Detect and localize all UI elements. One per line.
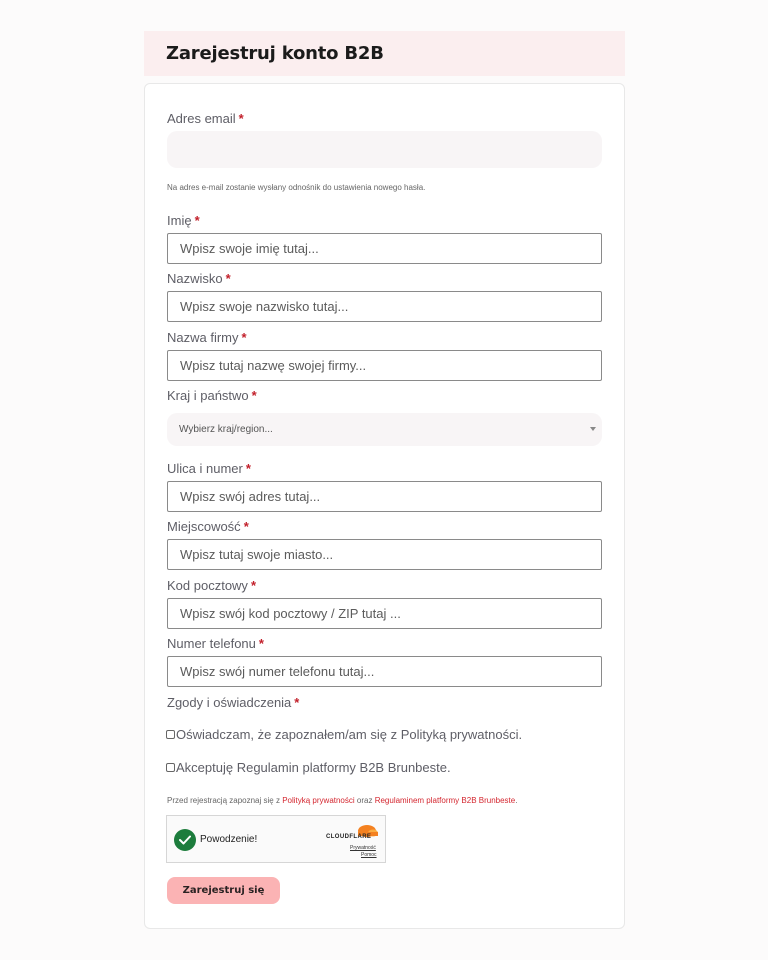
privacy-consent-checkbox[interactable] <box>166 730 175 739</box>
required-mark: * <box>225 271 231 286</box>
terms-consent-checkbox[interactable] <box>166 763 175 772</box>
privacy-consent-text: Oświadczam, że zapoznałem/am się z Polityką prywatności. <box>176 727 523 742</box>
page-header <box>144 31 625 76</box>
checkmark-icon <box>174 829 196 851</box>
required-mark: * <box>250 578 256 593</box>
email-helper-text: Na adres e-mail zostanie wysłany odnośnik do ustawienia nowego hasła. <box>167 183 426 192</box>
first-name-label: Imię * <box>167 213 200 228</box>
required-mark: * <box>194 213 200 228</box>
privacy-consent-row <box>166 727 522 742</box>
last-name-label: Nazwisko * <box>167 271 231 286</box>
required-mark: * <box>251 388 257 403</box>
phone-label: Numer telefonu * <box>167 636 264 651</box>
terms-consent-text: Akceptuję Regulamin platformy B2B Brunbeste. <box>176 760 451 775</box>
first-name-input[interactable] <box>167 233 602 264</box>
captcha-widget[interactable] <box>166 815 386 863</box>
street-input[interactable] <box>167 481 602 512</box>
country-label: Kraj i państwo * <box>167 388 257 403</box>
terms-consent-row <box>166 760 451 775</box>
required-mark: * <box>243 519 249 534</box>
email-label: Adres email * <box>167 111 244 126</box>
country-select-value: Wybierz kraj/region... <box>179 424 273 435</box>
captcha-help-link[interactable]: Pomoc <box>361 852 377 858</box>
required-mark: * <box>294 695 300 710</box>
email-input[interactable] <box>167 131 602 168</box>
city-input[interactable] <box>167 539 602 570</box>
postcode-input[interactable] <box>167 598 602 629</box>
city-label: Miejscowość * <box>167 519 249 534</box>
register-button[interactable]: Zarejestruj się <box>167 877 280 904</box>
company-label: Nazwa firmy * <box>167 330 247 345</box>
cloudflare-cloud-icon <box>327 821 379 845</box>
cloudflare-logo-text: CLOUDFLARE <box>326 834 372 840</box>
last-name-input[interactable] <box>167 291 602 322</box>
company-input[interactable] <box>167 350 602 381</box>
consents-label: Zgody i oświadczenia * <box>167 695 300 710</box>
postcode-label: Kod pocztowy * <box>167 578 256 593</box>
street-label: Ulica i numer * <box>167 461 251 476</box>
phone-input[interactable] <box>167 656 602 687</box>
terms-note: Przed rejestracją zapoznaj się z Polityką prywatności oraz Regulaminem platformy B2B Brunbeste. <box>167 796 518 805</box>
privacy-policy-link[interactable]: Polityką prywatności <box>282 796 355 805</box>
required-mark: * <box>245 461 251 476</box>
required-mark: * <box>241 330 247 345</box>
captcha-status: Powodzenie! <box>200 834 258 845</box>
required-mark: * <box>258 636 264 651</box>
page-title: Zarejestruj konto B2B <box>166 43 384 64</box>
chevron-down-icon <box>590 427 596 431</box>
required-mark: * <box>238 111 244 126</box>
captcha-privacy-link[interactable]: Prywatność <box>350 845 376 851</box>
terms-link[interactable]: Regulaminem platformy B2B Brunbeste <box>374 796 516 805</box>
country-select[interactable] <box>167 413 602 446</box>
